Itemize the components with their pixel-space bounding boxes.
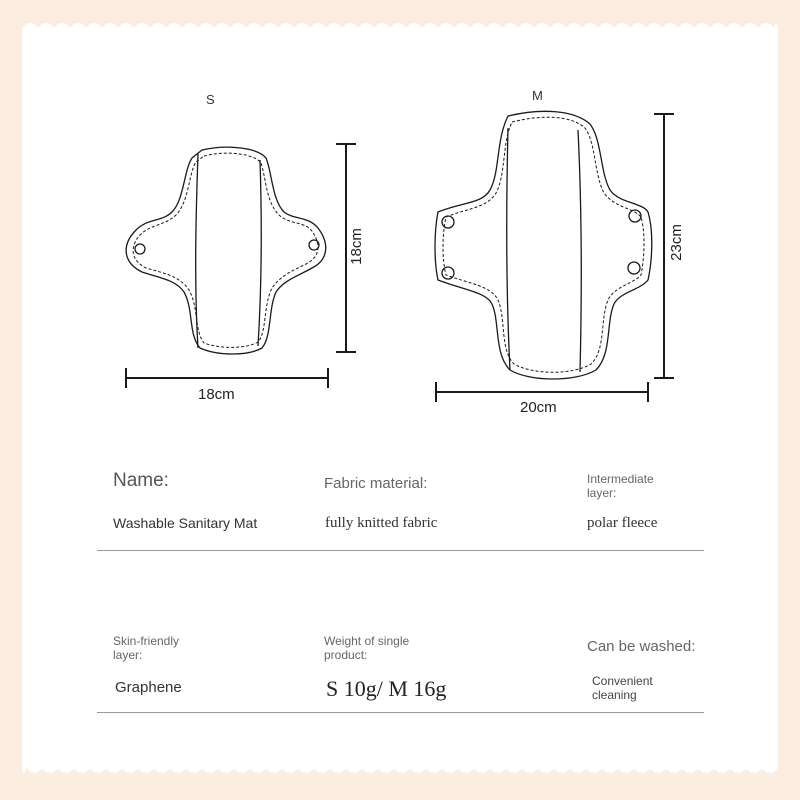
name-label: Name: (113, 470, 169, 491)
medium-height-label: 23cm (667, 224, 685, 261)
product-card (22, 22, 778, 774)
medium-pad-illustration (435, 111, 652, 379)
small-size-label: S (206, 92, 216, 107)
intermediate-label: Intermediate layer: (587, 472, 654, 500)
washable-label: Can be washed: (587, 638, 696, 655)
divider-2 (97, 712, 704, 713)
medium-width-label: 20cm (520, 399, 557, 416)
skin-value: Graphene (115, 679, 182, 696)
medium-size-label: M (532, 88, 544, 103)
name-value: Washable Sanitary Mat (113, 515, 258, 531)
small-pad-illustration (126, 147, 326, 354)
intermediate-value: polar fleece (587, 515, 658, 531)
washable-value: Convenient cleaning (592, 674, 653, 702)
fabric-label: Fabric material: (324, 475, 428, 492)
skin-label: Skin-friendly layer: (113, 634, 180, 662)
small-width-dimension (126, 368, 328, 388)
small-width-label: 18cm (198, 386, 235, 403)
weight-value: S 10g/ M 16g (326, 676, 447, 701)
small-height-label: 18cm (347, 228, 365, 265)
divider-1 (97, 550, 704, 551)
fabric-value: fully knitted fabric (325, 515, 438, 531)
weight-label: Weight of single product: (324, 634, 410, 662)
